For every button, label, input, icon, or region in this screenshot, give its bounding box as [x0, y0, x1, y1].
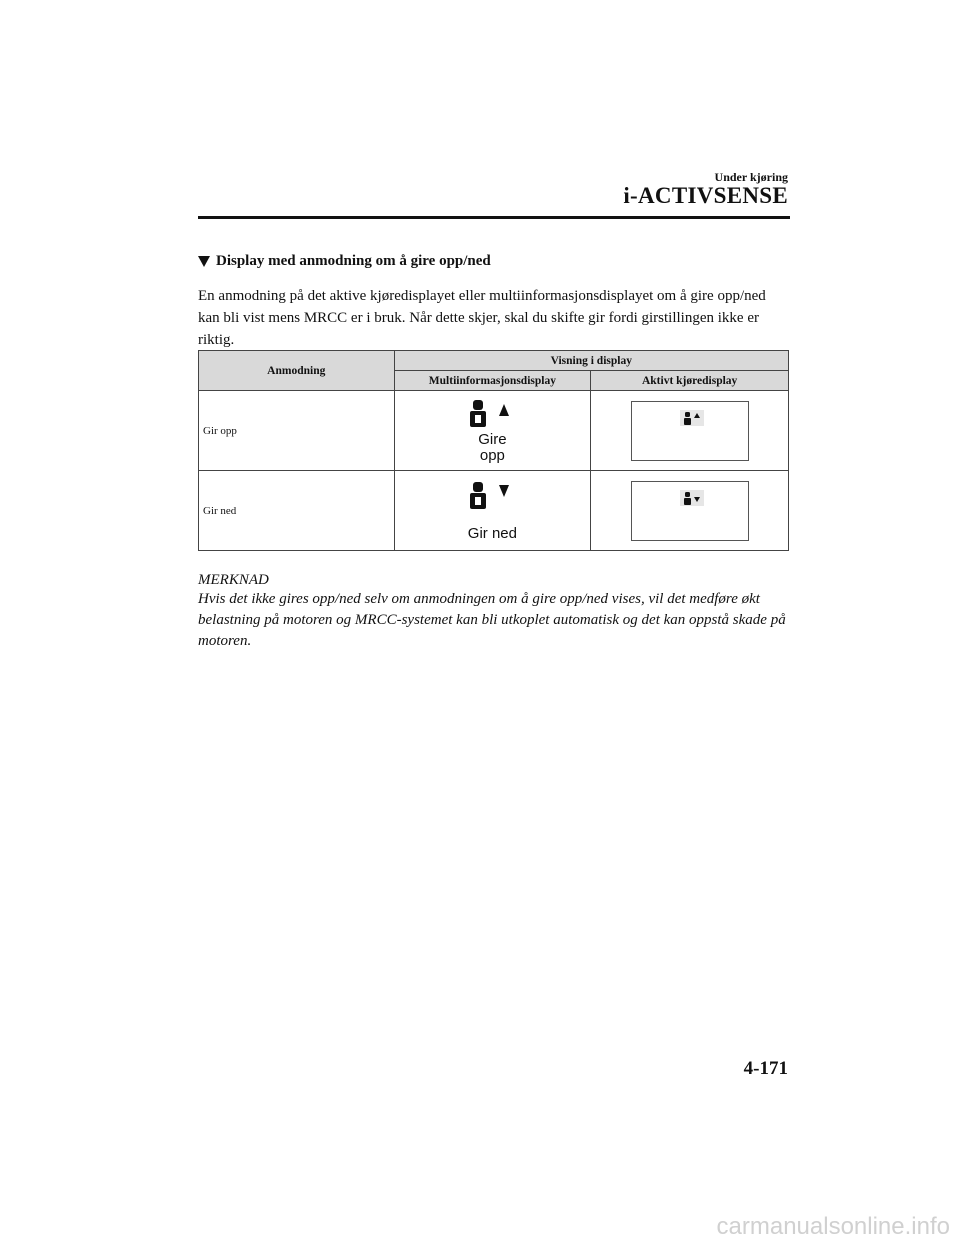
active-display-cell: [591, 391, 789, 471]
header-multi: Multiinformasjonsdisplay: [394, 371, 591, 391]
multi-text-line1: [395, 514, 591, 526]
intro-paragraph: En anmodning på det aktive kjøredisplayet eller multiinformasjonsdisplayet om å gire opp/ned kan bli vist mens MRCC er i bruk. Når dette skjer, skal du skifte gir fordi girstillingen ikke er riktig.: [198, 288, 766, 348]
multi-text-line1: Gire: [478, 430, 507, 448]
table-row: [199, 471, 789, 551]
page-number: 4-171: [743, 1058, 788, 1079]
multi-text-line2: Gir ned: [467, 524, 517, 542]
shift-down-mini-icon: [680, 490, 704, 506]
section-heading: [198, 253, 491, 270]
request-label: Gir opp: [199, 391, 395, 471]
note-title: MERKNAD: [198, 572, 269, 588]
table-row: [199, 391, 789, 471]
chapter-label: Under kjøring: [714, 170, 788, 184]
shift-down-icon: [462, 480, 522, 510]
header-display: Visning i display: [394, 351, 788, 371]
active-display-cell: [591, 471, 789, 551]
multi-display-cell: [394, 391, 591, 471]
shift-up-icon: [462, 398, 522, 428]
section-title: i-ACTIVSENSE: [623, 183, 788, 208]
request-label: Gir ned: [199, 471, 395, 551]
multi-text-line2: opp: [479, 446, 505, 464]
header-active: Aktivt kjøredisplay: [591, 371, 789, 391]
heading-text: Display med anmodning om å gire opp/ned: [216, 253, 491, 269]
header-request: Anmodning: [199, 351, 395, 391]
active-display-screen: [631, 401, 749, 461]
triangle-down-icon: [198, 256, 210, 267]
active-display-screen: [631, 481, 749, 541]
header-rule: [198, 216, 790, 219]
request-table: [198, 350, 789, 551]
shift-up-mini-icon: [680, 410, 704, 426]
multi-display-cell: [394, 471, 591, 551]
note-body: Hvis det ikke gires opp/ned selv om anmodningen om å gire opp/ned vises, vil det medføre økt belastning på motoren og MRCC-systemet kan bli utkoplet automatisk og det kan oppstå skade på motoren.: [198, 591, 786, 649]
watermark: carmanualsonline.info: [716, 1213, 950, 1240]
